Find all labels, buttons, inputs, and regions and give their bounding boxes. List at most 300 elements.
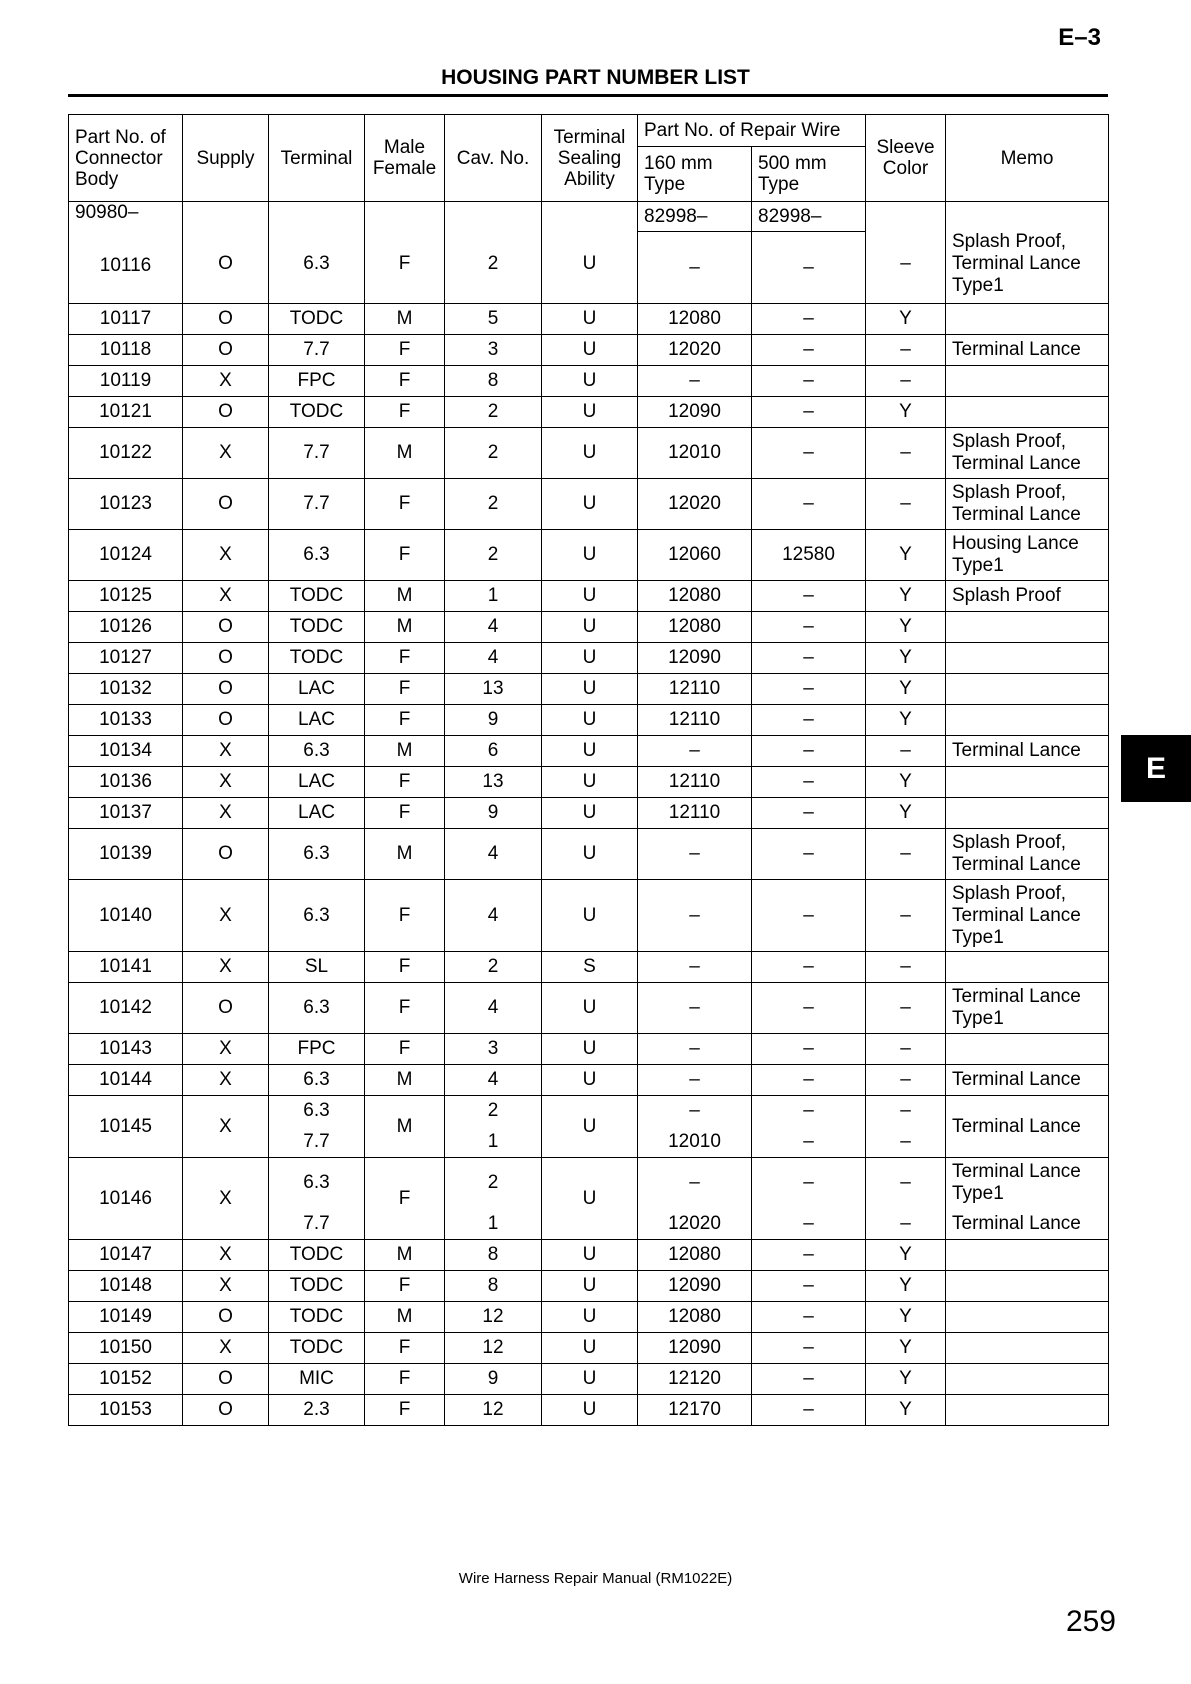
male-female-cell: F [365, 705, 445, 736]
supply-cell: O [183, 479, 269, 530]
memo-cell: Terminal Lance Type1 [946, 983, 1109, 1034]
supply-cell: X [183, 1096, 269, 1158]
terminal-cell: 7.7 [269, 335, 365, 366]
sealing-cell: U [542, 612, 638, 643]
part-no-cell: 10153 [69, 1395, 183, 1426]
cav-no-cell: 8 [445, 1240, 542, 1271]
memo-cell: Terminal Lance [946, 1065, 1109, 1096]
wire-500-cell: – [752, 880, 866, 952]
header-memo: Memo [946, 115, 1109, 202]
supply-cell: O [183, 612, 269, 643]
sealing-cell: U [542, 479, 638, 530]
sleeve-color-cell: – [866, 1209, 946, 1240]
table-row [69, 1065, 1109, 1096]
wire-160-cell: – [638, 232, 752, 304]
memo-cell: Terminal Lance [946, 335, 1109, 366]
wire-160-cell: 12080 [638, 581, 752, 612]
sealing-cell: U [542, 1096, 638, 1158]
sealing-cell: U [542, 1158, 638, 1240]
part-no-cell: 10119 [69, 366, 183, 397]
cav-no-cell: 2 [445, 530, 542, 581]
wire-500-cell: – [752, 304, 866, 335]
part-no-cell: 10122 [69, 428, 183, 479]
wire-500-cell: – [752, 1302, 866, 1333]
wire-160-cell: – [638, 1065, 752, 1096]
wire-160-cell: 12020 [638, 335, 752, 366]
terminal-cell: TODC [269, 581, 365, 612]
table-row [69, 952, 1109, 983]
supply-cell: O [183, 335, 269, 366]
supply-cell: X [183, 798, 269, 829]
memo-cell: Splash Proof, Terminal Lance [946, 829, 1109, 880]
table-row [69, 366, 1109, 397]
male-female-cell: F [365, 1364, 445, 1395]
wire-160-cell: – [638, 366, 752, 397]
wire-500-cell: – [752, 829, 866, 880]
sleeve-color-cell: Y [866, 1240, 946, 1271]
wire-160-cell: 12170 [638, 1395, 752, 1426]
part-no-cell: 10134 [69, 736, 183, 767]
wire-500-cell: – [752, 1127, 866, 1158]
table-row [69, 1395, 1109, 1426]
wire-160-cell: 12120 [638, 1364, 752, 1395]
terminal-cell: 6.3 [269, 1158, 365, 1209]
wire-160-cell: – [638, 829, 752, 880]
sealing-cell: U [542, 581, 638, 612]
table-row [69, 335, 1109, 366]
wire-500-cell: – [752, 1158, 866, 1209]
wire-500-cell: – [752, 1240, 866, 1271]
male-female-cell: F [365, 1333, 445, 1364]
male-female-cell: F [365, 767, 445, 798]
terminal-cell: MIC [269, 1364, 365, 1395]
sleeve-color-cell: – [866, 1034, 946, 1065]
cav-no-cell: 12 [445, 1395, 542, 1426]
sealing-cell: U [542, 1065, 638, 1096]
sealing-cell: U [542, 798, 638, 829]
cav-no-cell: 4 [445, 643, 542, 674]
part-no-cell: 10136 [69, 767, 183, 798]
male-female-cell: M [365, 1096, 445, 1158]
cav-no-cell: 13 [445, 767, 542, 798]
cav-no-cell: 9 [445, 1364, 542, 1395]
housing-part-number-table [68, 114, 1109, 1426]
terminal-cell: TODC [269, 643, 365, 674]
terminal-cell: 6.3 [269, 983, 365, 1034]
part-no-cell: 10139 [69, 829, 183, 880]
part-no-cell: 10137 [69, 798, 183, 829]
supply-cell: X [183, 366, 269, 397]
terminal-cell: LAC [269, 705, 365, 736]
memo-cell [946, 643, 1109, 674]
male-female-cell: F [365, 366, 445, 397]
sealing-cell: U [542, 397, 638, 428]
cav-no-cell: 5 [445, 304, 542, 335]
wire-160-cell: 12090 [638, 643, 752, 674]
memo-cell: Splash Proof, Terminal Lance Type1 [946, 880, 1109, 952]
header-male-female: Male Female [365, 115, 445, 202]
wire-500-cell: – [752, 428, 866, 479]
sealing-cell: U [542, 366, 638, 397]
supply-cell: O [183, 1302, 269, 1333]
cav-no-cell: 12 [445, 1302, 542, 1333]
wire-160-cell: 12010 [638, 1127, 752, 1158]
wire-500-cell: – [752, 674, 866, 705]
part-no-prefix-label: 90980– [75, 202, 139, 223]
table-row [69, 1034, 1109, 1065]
terminal-cell: 6.3 [269, 202, 365, 304]
wire-500-cell: – [752, 366, 866, 397]
wire-160-cell: 12090 [638, 1271, 752, 1302]
memo-cell [946, 1364, 1109, 1395]
sealing-cell: U [542, 1240, 638, 1271]
part-no-cell: 10146 [69, 1158, 183, 1240]
supply-cell: X [183, 581, 269, 612]
table-row [69, 983, 1109, 1034]
sleeve-color-cell: – [866, 202, 946, 304]
male-female-cell: M [365, 1302, 445, 1333]
table-row [69, 1364, 1109, 1395]
table-row [69, 705, 1109, 736]
memo-cell: Terminal Lance Type1 [946, 1158, 1109, 1209]
sleeve-color-cell: – [866, 335, 946, 366]
memo-cell [946, 1333, 1109, 1364]
sleeve-color-cell: Y [866, 674, 946, 705]
sleeve-color-cell: – [866, 829, 946, 880]
cav-no-cell: 4 [445, 880, 542, 952]
table-row [69, 479, 1109, 530]
part-no-cell: 10132 [69, 674, 183, 705]
terminal-cell: TODC [269, 1271, 365, 1302]
sealing-cell: U [542, 428, 638, 479]
wire-160-cell: 12080 [638, 612, 752, 643]
memo-cell [946, 366, 1109, 397]
wire-160-cell: – [638, 880, 752, 952]
sealing-cell: U [542, 705, 638, 736]
sleeve-color-cell: Y [866, 798, 946, 829]
supply-cell: X [183, 1271, 269, 1302]
sealing-cell: S [542, 952, 638, 983]
terminal-cell: 6.3 [269, 736, 365, 767]
male-female-cell: F [365, 643, 445, 674]
cav-no-cell: 2 [445, 479, 542, 530]
supply-cell: X [183, 428, 269, 479]
sleeve-color-cell: Y [866, 1271, 946, 1302]
memo-cell [946, 798, 1109, 829]
terminal-cell: 6.3 [269, 829, 365, 880]
supply-cell: X [183, 880, 269, 952]
part-no-cell: 10125 [69, 581, 183, 612]
table-row [69, 1158, 1109, 1209]
terminal-cell: 7.7 [269, 428, 365, 479]
header-sleeve-color: Sleeve Color [866, 115, 946, 202]
cav-no-cell: 1 [445, 1209, 542, 1240]
sleeve-color-cell: Y [866, 1302, 946, 1333]
wire-160-cell: 12080 [638, 1302, 752, 1333]
part-no-cell: 10123 [69, 479, 183, 530]
sleeve-color-cell: Y [866, 705, 946, 736]
sealing-cell: U [542, 767, 638, 798]
memo-cell [946, 674, 1109, 705]
sealing-cell: U [542, 829, 638, 880]
wire-500-cell: – [752, 1364, 866, 1395]
header-500mm-type: 500 mm Type [752, 147, 866, 202]
section-code: E–3 [1058, 24, 1101, 51]
wire-160-cell: 12110 [638, 767, 752, 798]
sleeve-color-cell: – [866, 1127, 946, 1158]
cav-no-cell: 3 [445, 1034, 542, 1065]
part-no-prefix [69, 202, 183, 304]
wire-160-cell: 12080 [638, 1240, 752, 1271]
wire-500-cell: – [752, 612, 866, 643]
part-no-cell: 10127 [69, 643, 183, 674]
header-sealing: Terminal Sealing Ability [542, 115, 638, 202]
memo-cell: Terminal Lance [946, 736, 1109, 767]
table-row [69, 829, 1109, 880]
male-female-cell: F [365, 674, 445, 705]
sleeve-color-cell: Y [866, 643, 946, 674]
cav-no-cell: 2 [445, 1096, 542, 1127]
memo-cell: Splash Proof, Terminal Lance Type1 [946, 202, 1109, 304]
section-side-tab: E [1121, 735, 1191, 802]
sealing-cell: U [542, 1271, 638, 1302]
wire-500-cell: – [752, 232, 866, 304]
supply-cell: X [183, 736, 269, 767]
male-female-cell: F [365, 1271, 445, 1302]
terminal-cell: 6.3 [269, 1096, 365, 1127]
wire-160-cell: – [638, 1096, 752, 1127]
part-no-cell: 10142 [69, 983, 183, 1034]
sleeve-color-cell: Y [866, 1364, 946, 1395]
part-no-cell: 10117 [69, 304, 183, 335]
wire-160-cell: – [638, 736, 752, 767]
part-no-cell: 10126 [69, 612, 183, 643]
part-no-cell: 10152 [69, 1364, 183, 1395]
supply-cell: X [183, 952, 269, 983]
wire-500-cell: 12580 [752, 530, 866, 581]
male-female-cell: F [365, 1158, 445, 1240]
male-female-cell: F [365, 952, 445, 983]
terminal-cell: 7.7 [269, 1127, 365, 1158]
table-row [69, 767, 1109, 798]
wire-160-prefix: 82998– [638, 202, 752, 232]
table-row [69, 397, 1109, 428]
sealing-cell: U [542, 335, 638, 366]
memo-cell [946, 612, 1109, 643]
wire-500-cell: – [752, 767, 866, 798]
terminal-cell: FPC [269, 366, 365, 397]
header-terminal: Terminal [269, 115, 365, 202]
sleeve-color-cell: Y [866, 612, 946, 643]
male-female-cell: F [365, 880, 445, 952]
supply-cell: X [183, 1158, 269, 1240]
cav-no-cell: 6 [445, 736, 542, 767]
memo-cell: Terminal Lance [946, 1209, 1109, 1240]
wire-500-cell: – [752, 1209, 866, 1240]
supply-cell: O [183, 202, 269, 304]
title-rule [68, 94, 1108, 97]
male-female-cell: F [365, 335, 445, 366]
supply-cell: O [183, 1364, 269, 1395]
sealing-cell: U [542, 530, 638, 581]
terminal-cell: TODC [269, 1333, 365, 1364]
terminal-cell: 2.3 [269, 1395, 365, 1426]
table-row [69, 798, 1109, 829]
wire-500-cell: – [752, 1395, 866, 1426]
page-title: HOUSING PART NUMBER LIST [441, 66, 750, 89]
male-female-cell: F [365, 397, 445, 428]
wire-500-cell: – [752, 798, 866, 829]
sealing-cell: U [542, 983, 638, 1034]
terminal-cell: 7.7 [269, 1209, 365, 1240]
cav-no-cell: 2 [445, 202, 542, 304]
terminal-cell: TODC [269, 1240, 365, 1271]
wire-500-cell: – [752, 581, 866, 612]
sealing-cell: U [542, 304, 638, 335]
wire-500-cell: – [752, 643, 866, 674]
sleeve-color-cell: – [866, 1158, 946, 1209]
supply-cell: X [183, 1034, 269, 1065]
memo-cell: Splash Proof, Terminal Lance [946, 479, 1109, 530]
part-no-cell: 10143 [69, 1034, 183, 1065]
memo-cell [946, 767, 1109, 798]
wire-160-cell: 12090 [638, 397, 752, 428]
wire-160-cell: 12060 [638, 530, 752, 581]
table-row [69, 1096, 1109, 1127]
male-female-cell: M [365, 1240, 445, 1271]
wire-160-cell: 12080 [638, 304, 752, 335]
sleeve-color-cell: Y [866, 530, 946, 581]
sleeve-color-cell: – [866, 1096, 946, 1127]
supply-cell: O [183, 705, 269, 736]
table-row [69, 581, 1109, 612]
wire-160-cell: – [638, 983, 752, 1034]
male-female-cell: F [365, 798, 445, 829]
wire-500-cell: – [752, 397, 866, 428]
table-body [69, 202, 1109, 1426]
cav-no-cell: 4 [445, 829, 542, 880]
male-female-cell: F [365, 1034, 445, 1065]
part-no-cell: 10149 [69, 1302, 183, 1333]
wire-160-cell: 12110 [638, 798, 752, 829]
part-no-cell: 10148 [69, 1271, 183, 1302]
sealing-cell: U [542, 880, 638, 952]
header-repair-wire: Part No. of Repair Wire [638, 115, 866, 147]
part-no-cell: 10145 [69, 1096, 183, 1158]
sleeve-color-cell: – [866, 428, 946, 479]
cav-no-cell: 2 [445, 428, 542, 479]
terminal-cell: LAC [269, 767, 365, 798]
memo-cell: Housing Lance Type1 [946, 530, 1109, 581]
cav-no-cell: 2 [445, 1158, 542, 1209]
terminal-cell: 6.3 [269, 880, 365, 952]
sealing-cell: U [542, 1302, 638, 1333]
sleeve-color-cell: – [866, 1065, 946, 1096]
male-female-cell: M [365, 1065, 445, 1096]
sleeve-color-cell: Y [866, 767, 946, 798]
footer-manual-title: Wire Harness Repair Manual (RM1022E) [458, 1570, 733, 1587]
wire-500-cell: – [752, 952, 866, 983]
wire-500-cell: – [752, 479, 866, 530]
part-no-value: 10116 [99, 255, 152, 276]
male-female-cell: F [365, 479, 445, 530]
cav-no-cell: 13 [445, 674, 542, 705]
supply-cell: O [183, 397, 269, 428]
male-female-cell: F [365, 202, 445, 304]
supply-cell: X [183, 1065, 269, 1096]
part-no-cell: 10121 [69, 397, 183, 428]
male-female-cell: F [365, 530, 445, 581]
cav-no-cell: 2 [445, 397, 542, 428]
cav-no-cell: 9 [445, 798, 542, 829]
supply-cell: O [183, 304, 269, 335]
sleeve-color-cell: – [866, 736, 946, 767]
wire-160-cell: 12020 [638, 479, 752, 530]
sleeve-color-cell: Y [866, 1333, 946, 1364]
header-cav-no: Cav. No. [445, 115, 542, 202]
table-row [69, 1333, 1109, 1364]
wire-500-cell: – [752, 705, 866, 736]
male-female-cell: F [365, 983, 445, 1034]
wire-500-cell: – [752, 736, 866, 767]
cav-no-cell: 4 [445, 612, 542, 643]
cav-no-cell: 8 [445, 366, 542, 397]
supply-cell: X [183, 767, 269, 798]
terminal-cell: 6.3 [269, 530, 365, 581]
table-row [69, 530, 1109, 581]
sleeve-color-cell: Y [866, 304, 946, 335]
table-row-prefix [69, 202, 1109, 232]
sleeve-color-cell: Y [866, 1395, 946, 1426]
wire-500-cell: – [752, 1271, 866, 1302]
sleeve-color-cell: Y [866, 581, 946, 612]
wire-500-cell: – [752, 983, 866, 1034]
memo-cell [946, 1240, 1109, 1271]
terminal-cell: TODC [269, 304, 365, 335]
supply-cell: O [183, 829, 269, 880]
wire-160-cell: – [638, 1158, 752, 1209]
memo-cell [946, 1271, 1109, 1302]
male-female-cell: M [365, 428, 445, 479]
cav-no-cell: 4 [445, 1065, 542, 1096]
memo-cell: Splash Proof, Terminal Lance [946, 428, 1109, 479]
sealing-cell: U [542, 643, 638, 674]
sleeve-color-cell: Y [866, 397, 946, 428]
cav-no-cell: 12 [445, 1333, 542, 1364]
memo-cell [946, 304, 1109, 335]
terminal-cell: TODC [269, 397, 365, 428]
memo-cell [946, 1395, 1109, 1426]
cav-no-cell: 4 [445, 983, 542, 1034]
cav-no-cell: 9 [445, 705, 542, 736]
supply-cell: X [183, 1333, 269, 1364]
wire-500-cell: – [752, 1333, 866, 1364]
sleeve-color-cell: – [866, 880, 946, 952]
table-row [69, 674, 1109, 705]
part-no-cell: 10147 [69, 1240, 183, 1271]
wire-160-cell: – [638, 1034, 752, 1065]
male-female-cell: F [365, 1395, 445, 1426]
part-no-cell: 10150 [69, 1333, 183, 1364]
terminal-cell: TODC [269, 612, 365, 643]
memo-cell [946, 1302, 1109, 1333]
wire-500-cell: – [752, 1065, 866, 1096]
sleeve-color-cell: – [866, 479, 946, 530]
wire-500-cell: – [752, 335, 866, 366]
sealing-cell: U [542, 1364, 638, 1395]
table-row [69, 1240, 1109, 1271]
wire-160-cell: 12110 [638, 674, 752, 705]
